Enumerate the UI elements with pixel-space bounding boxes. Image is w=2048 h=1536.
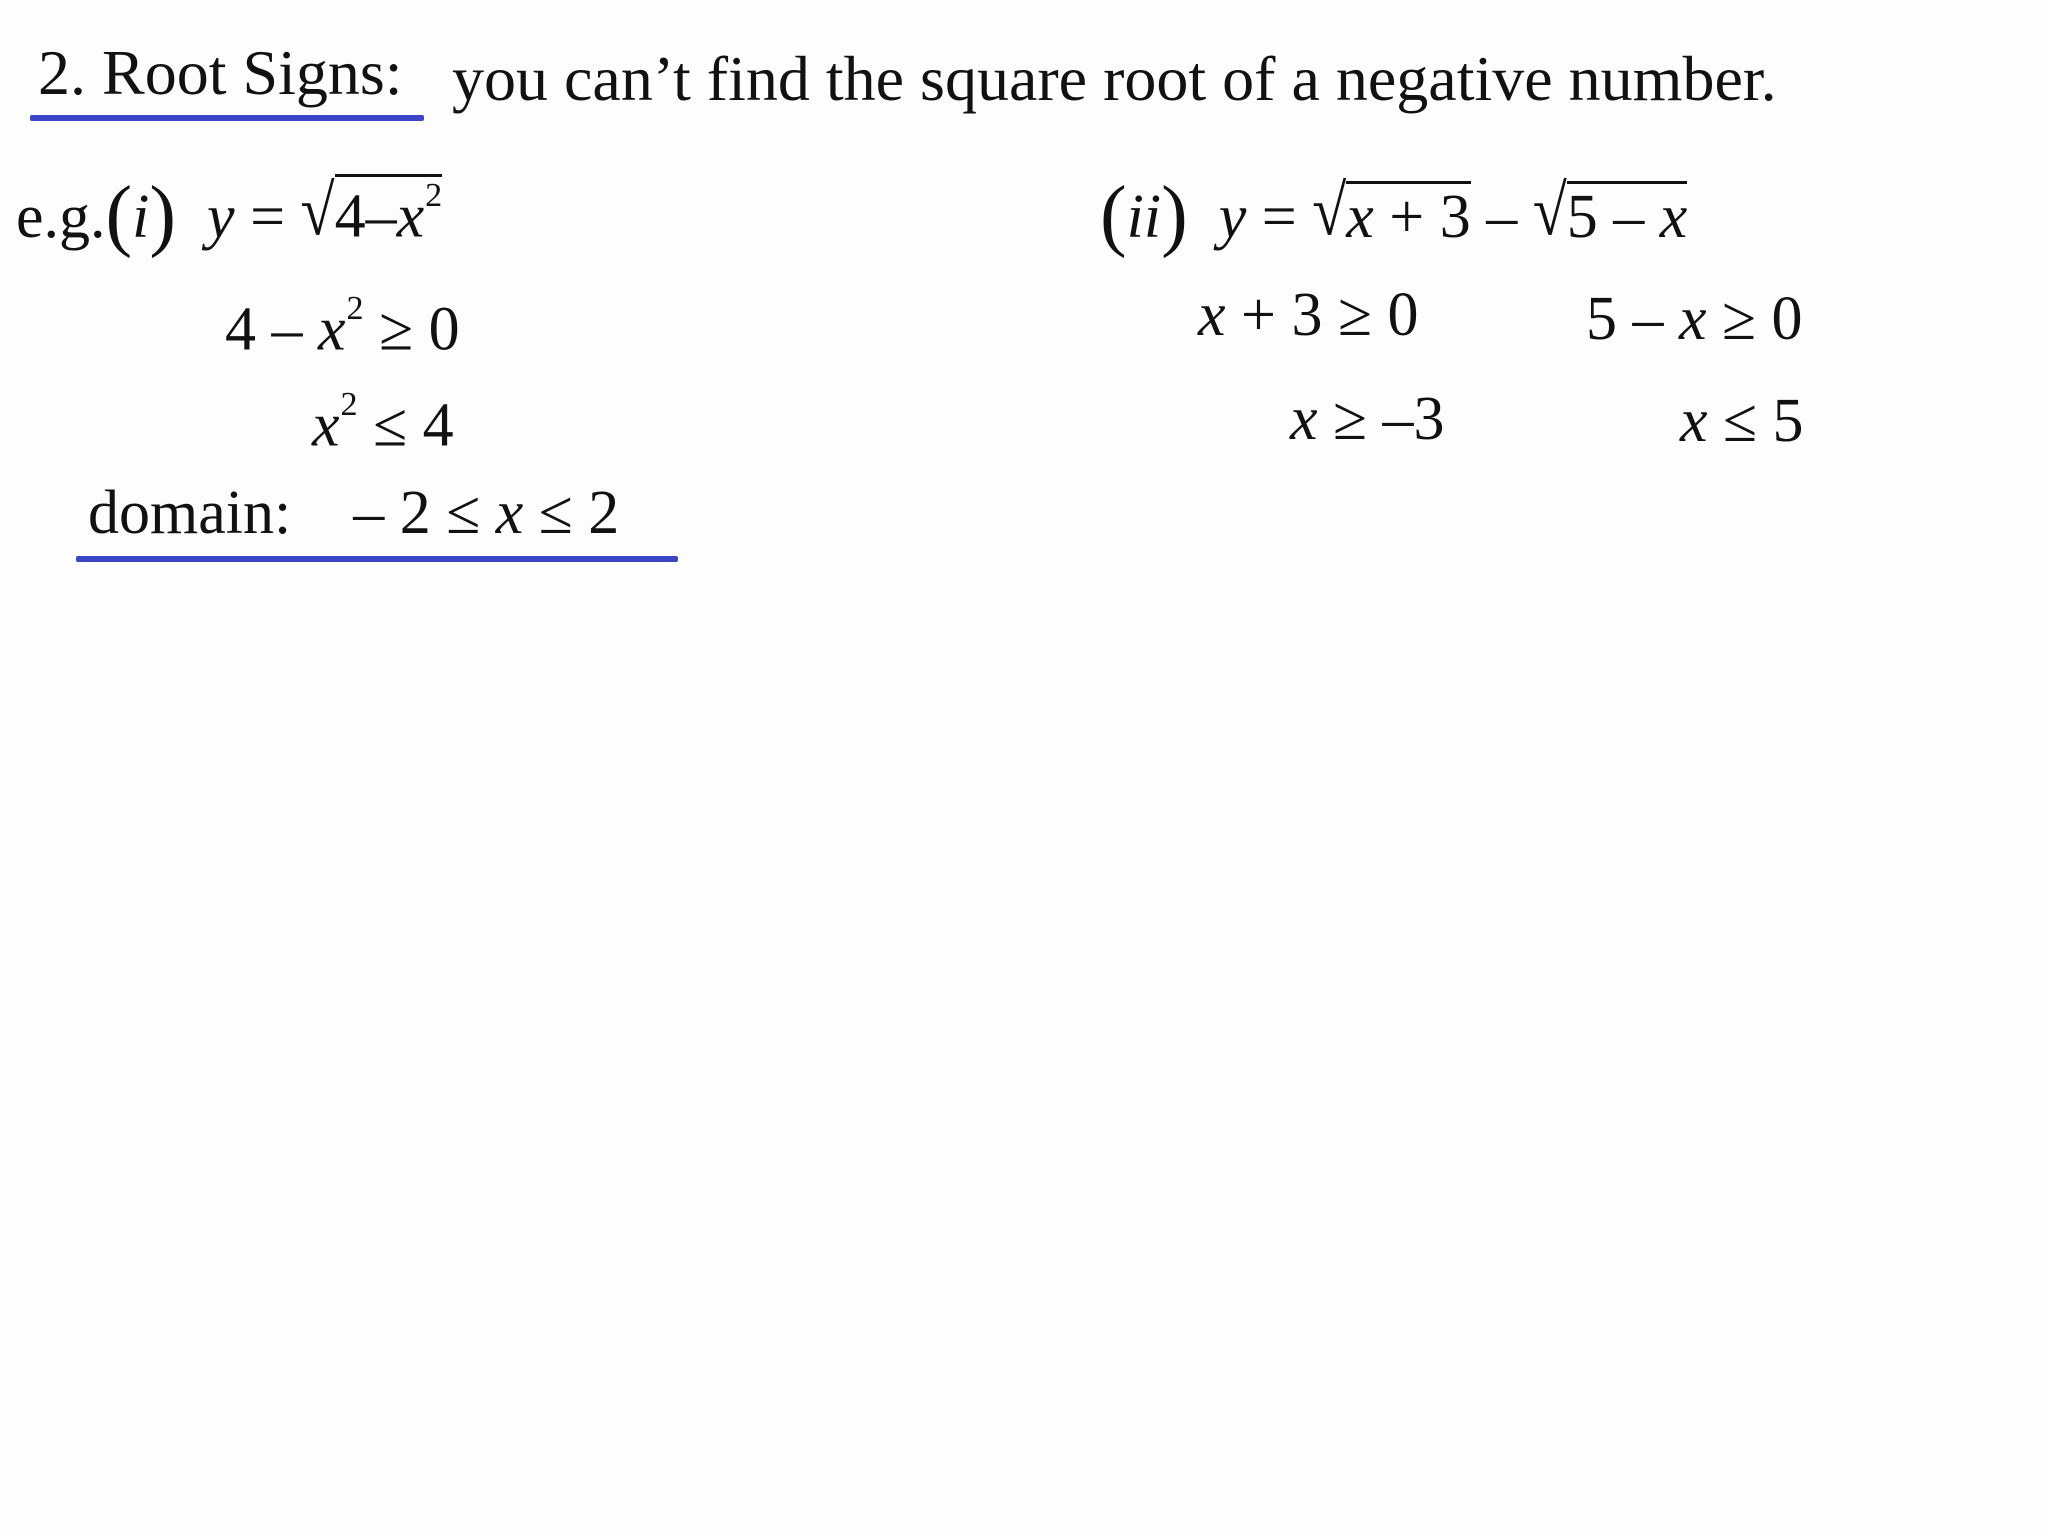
radicand-var: x (396, 183, 425, 251)
example-i-lhs: y (207, 183, 235, 251)
step1-op: – (271, 295, 303, 364)
radical-icon: √ (1312, 172, 1347, 251)
equals-sign: = (1261, 183, 1297, 251)
step1-exp: 2 (346, 290, 364, 327)
step2-var: x (312, 391, 340, 460)
domain-expr-left: – 2 ≤ (353, 479, 481, 547)
open-paren: ( (1100, 171, 1127, 259)
step2-rel: ≤ (373, 391, 408, 460)
domain-var: x (495, 479, 524, 547)
domain-underline (76, 556, 678, 562)
heading-underline (30, 115, 424, 121)
example-i-prefix: e.g. (16, 183, 106, 251)
radicand (334, 174, 443, 251)
open-paren: ( (105, 171, 133, 259)
right-step1-rest: ≥ 0 (1722, 285, 1803, 353)
example-i-index: i (132, 183, 150, 251)
radicand-1 (1346, 181, 1471, 251)
example-i-domain (88, 478, 619, 549)
example-ii-right-step2 (1680, 386, 1804, 457)
step2-exp: 2 (340, 386, 358, 423)
example-ii-left-step2 (1290, 384, 1445, 455)
domain-expr-right: ≤ 2 (538, 479, 620, 547)
step1-rhs: 0 (428, 295, 460, 364)
example-ii-index: ii (1126, 183, 1162, 251)
step2-rhs: 4 (422, 391, 454, 460)
left-step2-rest: ≥ –3 (1333, 385, 1445, 453)
step1-rel: ≥ (379, 295, 414, 364)
radical-icon: √ (300, 172, 335, 251)
radicand-const: 4 (334, 183, 366, 251)
right-step1-var: x (1679, 285, 1707, 353)
square-root-2 (1532, 172, 1688, 253)
close-paren: ) (1161, 171, 1188, 259)
section-heading-label: 2. Root Signs: (38, 37, 403, 108)
example-ii-lhs: y (1218, 183, 1247, 251)
radicand-2-var: x (1659, 183, 1688, 251)
radicand-2-const: 5 – (1566, 183, 1645, 251)
exponent: 2 (425, 177, 443, 215)
radicand-1-rest: + 3 (1389, 183, 1471, 251)
radicand-1-var: x (1346, 183, 1374, 251)
square-root-1 (1312, 172, 1471, 253)
domain-label: domain: (88, 479, 292, 547)
right-step1-const: 5 – (1586, 285, 1664, 353)
left-step2-var: x (1290, 385, 1318, 453)
left-step1-rest: + 3 ≥ 0 (1241, 281, 1419, 349)
equals-sign: = (250, 183, 286, 251)
right-step2-rest: ≤ 5 (1723, 387, 1804, 455)
minus-sign: – (1486, 183, 1518, 251)
step1-const: 4 (225, 295, 256, 364)
right-step2-var: x (1680, 387, 1708, 455)
example-i-equation (16, 170, 442, 261)
left-step1-var: x (1198, 281, 1226, 349)
step1-var: x (318, 295, 346, 364)
minus-sign: – (365, 183, 397, 251)
example-ii-right-step1 (1586, 284, 1803, 355)
example-i-step2 (312, 386, 454, 462)
square-root (301, 174, 443, 253)
radical-icon: √ (1532, 172, 1567, 251)
radicand-2 (1566, 181, 1688, 251)
close-paren: ) (149, 171, 177, 259)
example-i-step1 (225, 290, 460, 366)
example-ii-left-step1 (1198, 280, 1419, 351)
section-heading-text: you can’t find the square root of a negative number. (452, 43, 1777, 114)
example-ii-equation (1100, 170, 1687, 261)
